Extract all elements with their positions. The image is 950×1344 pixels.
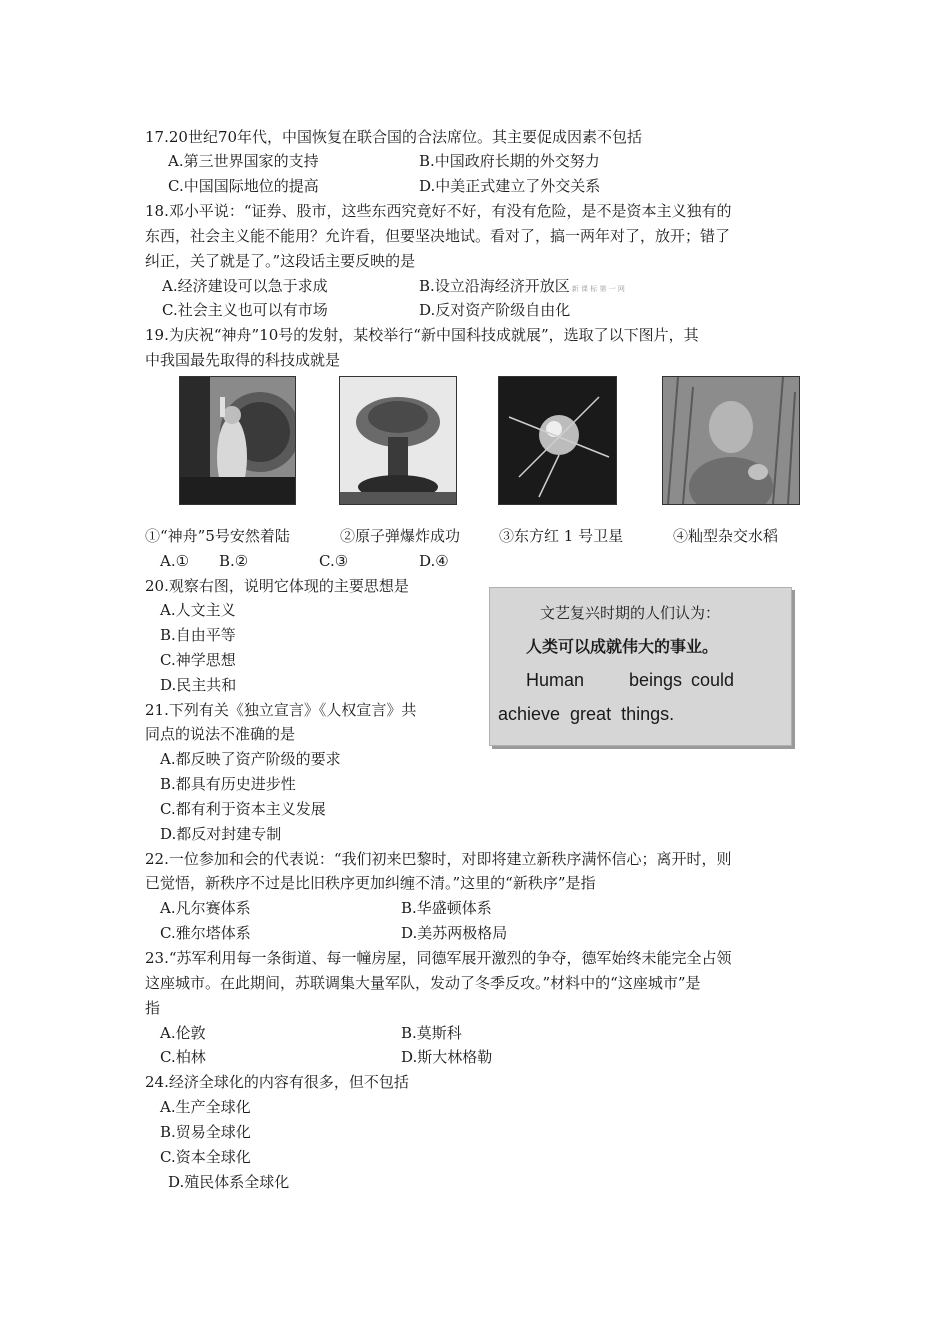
photo-caption-1: ①“神舟”5号安然着陆 (145, 527, 290, 545)
photo-satellite (498, 376, 617, 505)
q24-option-b: B.贸易全球化 (160, 1123, 251, 1141)
figure-en-word-2: beings (629, 670, 683, 690)
q17-option-c: C.中国国际地位的提高 (168, 177, 319, 195)
q18-option-b-text: B.设立沿海经济开放区 (419, 277, 570, 295)
photo-mushroom-cloud (339, 376, 457, 505)
q18-option-d: D.反对资产阶级自由化 (419, 301, 571, 319)
photo-rice-scientist (662, 376, 800, 505)
q21-stem-line1: 21.下列有关《独立宣言》《人权宣言》共 (145, 701, 417, 719)
q21-option-b: B.都具有历史进步性 (160, 775, 296, 793)
renaissance-figure (489, 587, 792, 746)
q22-option-b: B.华盛顿体系 (401, 899, 492, 917)
figure-caption-zh-2: 人类可以成就伟大的事业。 (526, 637, 719, 656)
q18-stem-line3: 纠正，关了就是了。”这段话主要反映的是 (145, 252, 416, 270)
photo-caption-2: ②原子弹爆炸成功 (340, 527, 461, 545)
q23-option-c: C.柏林 (160, 1048, 206, 1066)
q23-option-d: D.斯大林格勒 (401, 1048, 493, 1066)
photo-caption-4: ④籼型杂交水稻 (673, 527, 779, 545)
photo-caption-3: ③东方红 1 号卫星 (499, 527, 624, 545)
q24-option-d: D.殖民体系全球化 (168, 1173, 290, 1191)
q20-option-d: D.民主共和 (160, 676, 237, 694)
q24-stem: 24.经济全球化的内容有很多，但不包括 (145, 1073, 409, 1091)
q21-option-c: C.都有利于资本主义发展 (160, 800, 326, 818)
figure-en-word-1: Human (526, 670, 585, 690)
figure-en-word-3: could (691, 670, 735, 690)
q20-option-c: C.神学思想 (160, 651, 236, 669)
photo-astronaut (179, 376, 296, 505)
q23-stem-line2: 这座城市。在此期间，苏联调集大量军队，发动了冬季反攻。”材料中的“这座城市”是 (145, 974, 701, 992)
q23-option-a: A.伦敦 (160, 1024, 206, 1042)
q19-option-c: C.③ (319, 552, 349, 570)
q19-option-b: B.② (219, 552, 249, 570)
q17-stem: 17.20世纪70年代，中国恢复在联合国的合法席位。其主要促成因素不包括 (145, 128, 643, 146)
q22-option-d: D.美苏两极格局 (401, 924, 508, 942)
q22-option-c: C.雅尔塔体系 (160, 924, 251, 942)
q17-option-b: B.中国政府长期的外交努力 (419, 152, 600, 170)
q21-option-a: A.都反映了资产阶级的要求 (160, 750, 341, 768)
q19-stem-line1: 19.为庆祝“神舟”10号的发射，某校举行“新中国科技成就展”，选取了以下图片，其 (145, 326, 699, 344)
q20-option-b: B.自由平等 (160, 626, 236, 644)
q20-option-a: A.人文主义 (160, 601, 236, 619)
figure-en-line-2: achieve great things. (498, 704, 675, 724)
q18-option-a: A.经济建设可以急于求成 (162, 277, 328, 295)
q19-option-a: A.① (160, 552, 190, 570)
q19-option-d: D.④ (419, 552, 449, 570)
q21-option-d: D.都反对封建专制 (160, 825, 282, 843)
q23-stem-line1: 23.“苏军利用每一条街道、每一幢房屋，同德军展开激烈的争夺，德军始终未能完全占领 (145, 949, 732, 967)
q22-option-a: A.凡尔赛体系 (160, 899, 251, 917)
watermark-note: 新 课 标 第 一 网 (571, 285, 625, 293)
q22-stem-line2: 已觉悟，新秩序不过是比旧秩序更加纠缠不清。”这里的“新秩序”是指 (145, 874, 596, 892)
q18-option-b (419, 274, 625, 301)
q23-option-b: B.莫斯科 (401, 1024, 462, 1042)
figure-caption-zh-1: 文艺复兴时期的人们认为： (540, 604, 721, 622)
q21-stem-line2: 同点的说法不准确的是 (145, 725, 296, 743)
q20-stem: 20.观察右图，说明它体现的主要思想是 (145, 577, 409, 595)
q17-option-a: A.第三世界国家的支持 (168, 152, 319, 170)
q24-option-a: A.生产全球化 (160, 1098, 251, 1116)
q24-option-c: C.资本全球化 (160, 1148, 251, 1166)
q22-stem-line1: 22.一位参加和会的代表说：“我们初来巴黎时，对即将建立新秩序满怀信心；离开时，则 (145, 850, 732, 868)
q23-stem-line3: 指 (145, 999, 161, 1017)
q18-option-c: C.社会主义也可以有市场 (162, 301, 328, 319)
q19-stem-line2: 中我国最先取得的科技成就是 (145, 351, 341, 369)
q18-stem-line1: 18.邓小平说：“证券、股市，这些东西究竟好不好，有没有危险，是不是资本主义独有的 (145, 202, 732, 220)
q18-stem-line2: 东西，社会主义能不能用？允许看，但要坚决地试。看对了，搞一两年对了，放开；错了 (145, 227, 731, 245)
q17-option-d: D.中美正式建立了外交关系 (419, 177, 601, 195)
